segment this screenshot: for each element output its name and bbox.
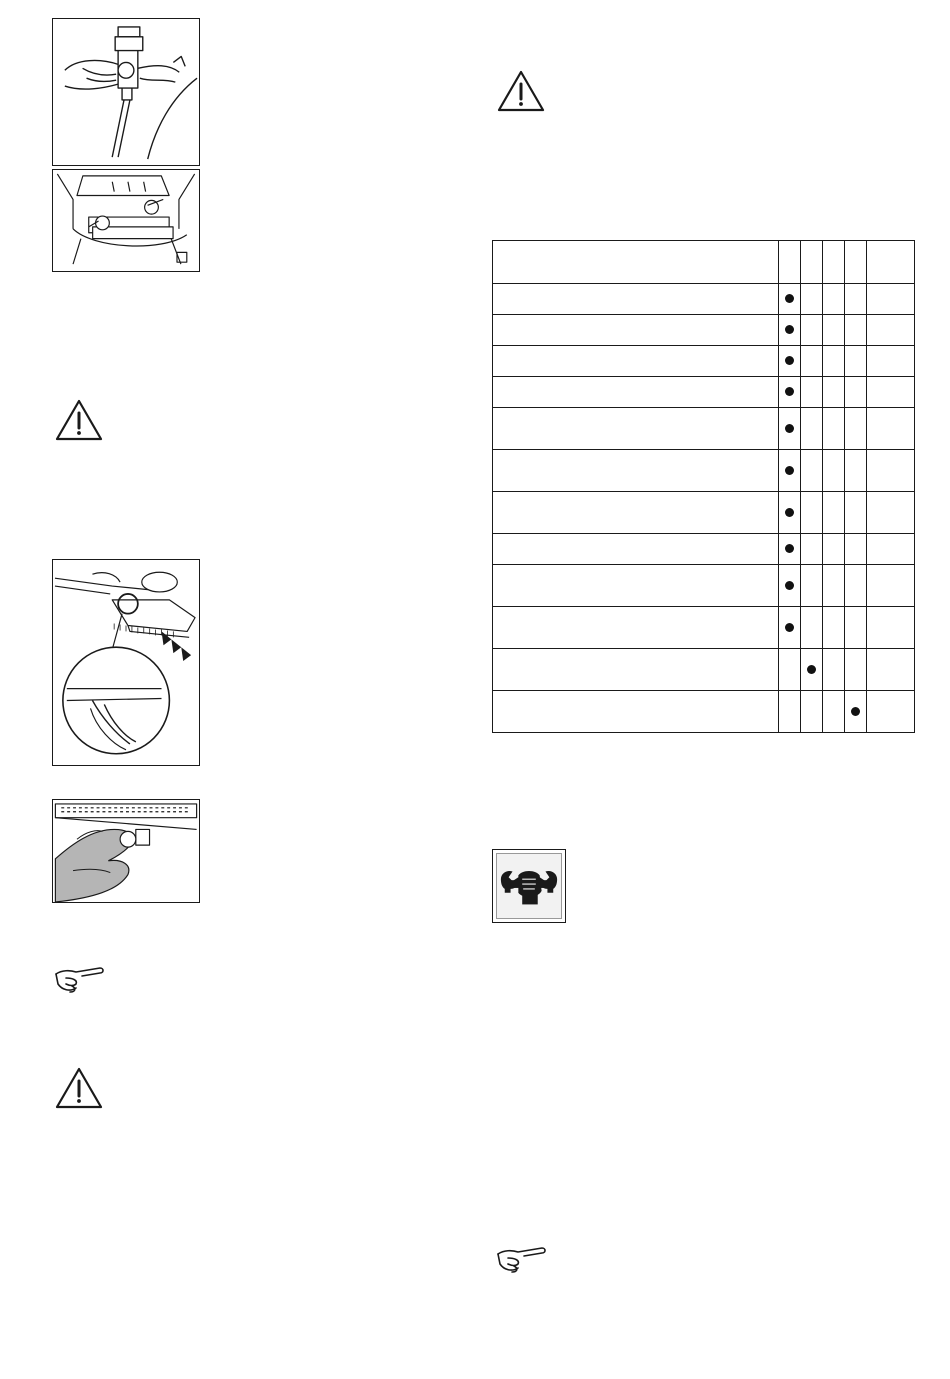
table-header-row [493, 241, 915, 284]
table-mark-cell [779, 534, 801, 565]
brush-release-illustration [53, 800, 199, 902]
table-row-label [493, 534, 779, 565]
filter-frame-illustration [53, 170, 199, 271]
table-mark-cell [823, 408, 845, 450]
table-header-cell [823, 241, 845, 284]
table-mark-cell [867, 565, 915, 607]
bullet-mark-icon [785, 544, 794, 553]
warning-triangle-icon [496, 69, 546, 113]
table-row-label [493, 607, 779, 649]
table-mark-cell [779, 377, 801, 408]
table-row [493, 284, 915, 315]
service-icon-frame [492, 849, 566, 923]
table-mark-cell [867, 607, 915, 649]
table-mark-cell [801, 284, 823, 315]
table-mark-cell [867, 408, 915, 450]
brush-removal-illustration [53, 560, 199, 765]
bullet-mark-icon [785, 424, 794, 433]
table-mark-cell [779, 565, 801, 607]
table-row [493, 492, 915, 534]
table-mark-cell [801, 649, 823, 691]
table-row-label [493, 377, 779, 408]
table-row [493, 408, 915, 450]
table-row-label [493, 450, 779, 492]
table-row-label [493, 649, 779, 691]
table-mark-cell [845, 607, 867, 649]
maintenance-table [492, 240, 915, 733]
table-row [493, 450, 915, 492]
table-mark-cell [801, 492, 823, 534]
table-mark-cell [845, 534, 867, 565]
wrench-hand-icon [496, 853, 562, 919]
table-row [493, 534, 915, 565]
table-mark-cell [779, 450, 801, 492]
table-mark-cell [845, 315, 867, 346]
table-mark-cell [867, 691, 915, 733]
table-mark-cell [823, 377, 845, 408]
table-mark-cell [779, 691, 801, 733]
table-row-label [493, 284, 779, 315]
table-mark-cell [779, 649, 801, 691]
table-mark-cell [823, 534, 845, 565]
table-mark-cell [823, 649, 845, 691]
table-row-label [493, 492, 779, 534]
brush-removal-figure [52, 559, 200, 766]
table-mark-cell [867, 492, 915, 534]
table-header-cell [779, 241, 801, 284]
table-mark-cell [823, 284, 845, 315]
table-row-label [493, 315, 779, 346]
table-mark-cell [801, 408, 823, 450]
table-mark-cell [823, 492, 845, 534]
table-row [493, 565, 915, 607]
table-mark-cell [845, 492, 867, 534]
hose-coupling-illustration [53, 19, 199, 165]
table-row [493, 377, 915, 408]
warning-triangle-icon [54, 398, 104, 442]
hose-coupling-figure [52, 18, 200, 166]
table-mark-cell [779, 284, 801, 315]
table-mark-cell [867, 346, 915, 377]
table-header-cell [493, 241, 779, 284]
table-row [493, 691, 915, 733]
table-row-label [493, 565, 779, 607]
brush-release-figure [52, 799, 200, 903]
table-header-cell [801, 241, 823, 284]
table-mark-cell [845, 450, 867, 492]
table-mark-cell [845, 649, 867, 691]
table-mark-cell [867, 377, 915, 408]
bullet-mark-icon [785, 623, 794, 632]
table-mark-cell [823, 565, 845, 607]
table-mark-cell [779, 607, 801, 649]
table-mark-cell [845, 408, 867, 450]
table-header-cell [867, 241, 915, 284]
table-mark-cell [779, 408, 801, 450]
bullet-mark-icon [785, 508, 794, 517]
table-mark-cell [823, 450, 845, 492]
table-row-label [493, 408, 779, 450]
table-header-cell [845, 241, 867, 284]
table-mark-cell [801, 450, 823, 492]
table-mark-cell [867, 315, 915, 346]
table-mark-cell [867, 534, 915, 565]
table-mark-cell [779, 492, 801, 534]
table-body [493, 284, 915, 733]
table-mark-cell [823, 346, 845, 377]
table-mark-cell [801, 607, 823, 649]
table-mark-cell [801, 565, 823, 607]
table-mark-cell [823, 315, 845, 346]
table-row [493, 315, 915, 346]
table-mark-cell [801, 346, 823, 377]
table-row-label [493, 346, 779, 377]
table-row-label [493, 691, 779, 733]
pointing-hand-icon [52, 964, 106, 994]
table-mark-cell [867, 450, 915, 492]
table-mark-cell [867, 649, 915, 691]
warning-triangle-icon [54, 1066, 104, 1110]
bullet-mark-icon [785, 581, 794, 590]
table-mark-cell [845, 284, 867, 315]
table-mark-cell [845, 565, 867, 607]
table-row [493, 346, 915, 377]
bullet-mark-icon [807, 665, 816, 674]
bullet-mark-icon [785, 466, 794, 475]
table-mark-cell [845, 346, 867, 377]
table-row [493, 649, 915, 691]
pointing-hand-icon [494, 1244, 548, 1274]
bullet-mark-icon [785, 325, 794, 334]
table-row [493, 607, 915, 649]
table-mark-cell [845, 691, 867, 733]
table-mark-cell [779, 315, 801, 346]
filter-frame-figure [52, 169, 200, 272]
bullet-mark-icon [785, 294, 794, 303]
bullet-mark-icon [851, 707, 860, 716]
table-mark-cell [823, 691, 845, 733]
table-mark-cell [779, 346, 801, 377]
table-mark-cell [801, 691, 823, 733]
table-mark-cell [801, 315, 823, 346]
bullet-mark-icon [785, 356, 794, 365]
table-mark-cell [845, 377, 867, 408]
bullet-mark-icon [785, 387, 794, 396]
table-mark-cell [867, 284, 915, 315]
table-mark-cell [801, 377, 823, 408]
table-mark-cell [801, 534, 823, 565]
table-mark-cell [823, 607, 845, 649]
